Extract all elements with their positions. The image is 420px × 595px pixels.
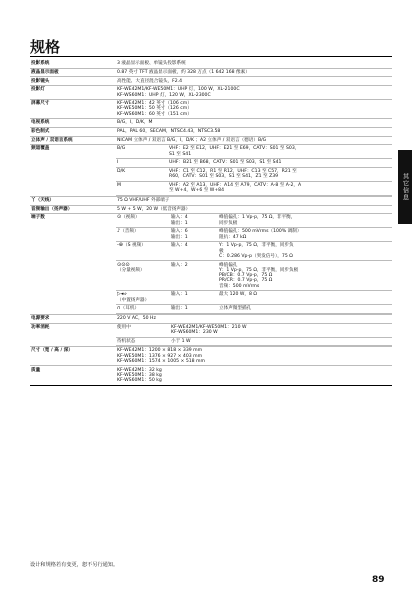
channel-row: D/K VHF：C1 至 C12，R1 至 R12，UHF：C13 至 C57，R21 至 R60，CATV：S01 至 S03，S1 至 S41，Z1 至 Z39 bbox=[116, 167, 392, 181]
spec-row-color-system: 彩色制式 PAL，PAL 60，SECAM，NTSC4.43，NTSC3.58 bbox=[30, 127, 392, 136]
s-video-icon: -⊕ bbox=[117, 242, 123, 249]
spec-row-terminals: 端子数 ⊙（视频） 输入：4 输出：1 峰值偏孔：1 Vp-p，75 Ω，非平衡， 同步负极 ♪（音频） 输入：6 输出：1 峰值偏孔：500 mVrms（100% 调制） 阻抗：47 kΩ -⊕（S 视频） 输入：4 Y：1 Vp-p，75 Ω，非平衡，同步负 极 C：0.286 Vp-p（突发信号），75 Ω ⊙⊙⊙ （分量视频） 输入：2 峰值偏孔 Y：1 Vp-p，75 Ω，非平衡，同步负极 PB/CB：0.7 Vp-p，75 Ω PR/CR：0.7 Vp-p，75 Ω 音频：500 mVrms ▷◂◃· （中置扬声器） 输入：1 最大 120 W，8 Ω ∩（耳机） 输出：1 立体声微型插孔 bbox=[30, 214, 392, 315]
terminals-table bbox=[116, 214, 392, 314]
spec-row-lcd: 液晶显示面板 0.87 英寸 TFT 液晶显示面板，约 328 万点（1 642 168 像素） bbox=[30, 68, 392, 77]
footnote: 设计和规格若有变更，恕不另行通知。 bbox=[30, 562, 119, 568]
consumption-row: 使用中 KF-WE42M1/KF-WE50M1：210 W KF-WS60M1：230 W bbox=[116, 324, 392, 337]
spec-row-audio-output: 音频输出（扬声器） 5 W + 5 W，20 W（低音扬声器） bbox=[30, 205, 392, 214]
side-section-tab: 其它信息 bbox=[398, 150, 412, 224]
channel-row: B/G VHF：E2 至 E12，UHF：E21 至 E69，CATV：S01 至 S03， S1 至 S41 bbox=[116, 145, 392, 158]
spec-row-channel-coverage: 频道覆盖 B/G VHF：E2 至 E12，UHF：E21 至 E69，CATV：S01 至 S03， S1 至 S41 I UHF：B21 至 B68，CATV：S01 至 S03，S1 至 S41 D/K VHF：C1 至 C12，R1 至 R12，UHF：C13 至 C57，R21 至 R60，CATV：S01 至 S03，S1 至 S41，Z1 至 Z39 M VHF：A2 至 A13，UHF：A14 至 A79，CATV：A-8 至 A-2，A 至 W+4，W+6 至 W+84 bbox=[30, 145, 392, 197]
spec-row-power-consumption: 功率消耗 使用中 KF-WE42M1/KF-WE50M1：210 W KF-WS60M1：230 W 待机状态 小于 1 W bbox=[30, 323, 392, 347]
page-number: 89 bbox=[372, 575, 385, 585]
terminal-row: -⊕（S 视频） 输入：4 Y：1 Vp-p，75 Ω，非平衡，同步负 极 C：0.286 Vp-p（突发信号），75 Ω bbox=[116, 242, 392, 261]
terminal-row: ♪（音频） 输入：6 输出：1 峰值偏孔：500 mVrms（100% 调制） 阻抗：47 kΩ bbox=[116, 228, 392, 242]
channel-row: M VHF：A2 至 A13，UHF：A14 至 A79，CATV：A-8 至 A-2，A 至 W+4，W+6 至 W+84 bbox=[116, 181, 392, 195]
spec-row-antenna: 丫（天线） 75 Ω VHF/UHF 外部端子 bbox=[30, 196, 392, 205]
page-title: 规格 bbox=[30, 38, 61, 56]
spec-row-screen-size: 屏幕尺寸 KF-WE42M1：42 英寸（106 cm） KF-WE50M1：50 英寸（126 cm） KF-WS60M1：60 英寸（151 cm） bbox=[30, 99, 392, 118]
spec-row-tv-system: 电视系统 B/G，I，D/K，M bbox=[30, 119, 392, 128]
headphones-icon: ∩ bbox=[117, 305, 121, 312]
spec-row-power-requirements: 电源要求 220 V AC，50 Hz bbox=[30, 314, 392, 323]
spec-row-lens: 投影镜头 高性能、大直径混合镜头，F2.4 bbox=[30, 77, 392, 86]
spec-row-lamp: 投影灯 KF-WE42M1/KF-WE50M1：UHP 灯，100 W，XL-2100C KF-WS60M1：UHP 灯，120 W，XL-2300C bbox=[30, 86, 392, 100]
audio-icon: ♪ bbox=[117, 228, 121, 235]
spec-row-dimensions: 尺寸（宽 / 高 / 深） KF-WE42M1：1200 × 818 × 339 mm KF-WE50M1：1376 × 927 × 403 mm KF-WS60M1：1574 × 1005 × 518 mm bbox=[30, 347, 392, 366]
channel-row: I UHF：B21 至 B68，CATV：S01 至 S03，S1 至 S41 bbox=[116, 159, 392, 168]
component-video-icon: ⊙⊙⊙ bbox=[117, 261, 130, 268]
terminal-row: ⊙（视频） 输入：4 输出：1 峰值偏孔：1 Vp-p，75 Ω，非平衡， 同步负极 bbox=[116, 214, 392, 227]
terminal-row: ▷◂◃· （中置扬声器） 输入：1 最大 120 W，8 Ω bbox=[116, 291, 392, 305]
center-speaker-icon: ▷◂◃· bbox=[117, 291, 128, 298]
spec-table bbox=[30, 60, 392, 386]
terminal-row: ⊙⊙⊙ （分量视频） 输入：2 峰值偏孔 Y：1 Vp-p，75 Ω，非平衡，同步负极 PB/CB：0.7 Vp-p，75 Ω PR/CR：0.7 Vp-p，75 Ω 音频：500 mVrms bbox=[116, 261, 392, 291]
channel-coverage-table bbox=[116, 145, 392, 196]
consumption-table bbox=[116, 324, 392, 347]
title-divider bbox=[30, 56, 392, 57]
spec-row-projection: 投影系统 3 液晶显示面板、单镜头投影系统 bbox=[30, 60, 392, 68]
consumption-row: 待机状态 小于 1 W bbox=[116, 337, 392, 346]
terminal-row: ∩（耳机） 输出：1 立体声微型插孔 bbox=[116, 305, 392, 314]
spec-row-mass: 质量 KF-WE42M1：32 kg KF-WE50M1：38 kg KF-WS60M1：50 kg bbox=[30, 366, 392, 385]
video-icon: ⊙ bbox=[117, 214, 122, 221]
spec-row-stereo: 立体声 / 双语言系统 NICAM 立体声 / 双语言 B/G，I，D/K ；A2 立体声 / 双语言（德语）B/G bbox=[30, 136, 392, 145]
